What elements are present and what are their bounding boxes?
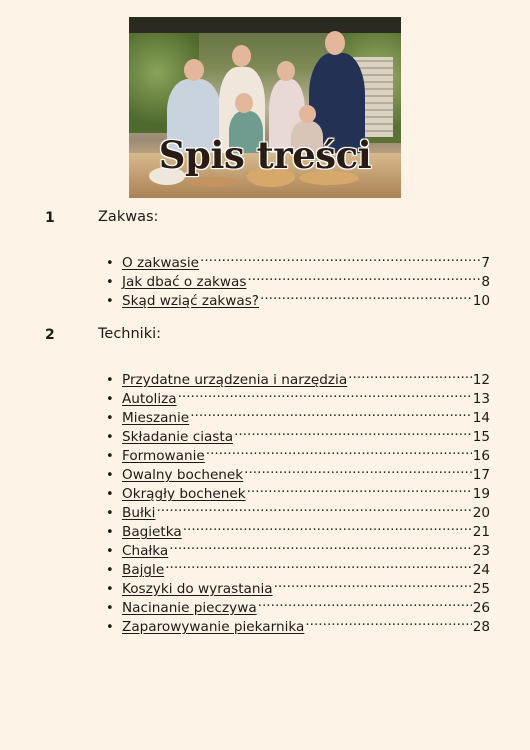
toc-page-number: 16 bbox=[472, 448, 490, 464]
photo-face bbox=[235, 93, 253, 113]
toc-leader bbox=[190, 403, 472, 422]
toc-leader bbox=[183, 517, 472, 536]
toc-item-link[interactable]: • Bagietka bbox=[122, 524, 182, 540]
toc-item-link[interactable]: • Nacinanie pieczywa bbox=[122, 600, 257, 616]
toc-page-number: 21 bbox=[472, 524, 490, 540]
photo-face bbox=[232, 45, 251, 67]
toc-item-link[interactable]: • Bułki bbox=[122, 505, 156, 521]
toc-page-number: 15 bbox=[472, 429, 490, 445]
toc-leader bbox=[260, 286, 472, 305]
toc-leader bbox=[274, 574, 472, 593]
toc-item[interactable] bbox=[106, 517, 490, 540]
toc-page-number: 19 bbox=[472, 486, 490, 502]
photo-face bbox=[184, 59, 204, 81]
photo-bread bbox=[189, 177, 239, 187]
toc-leader bbox=[234, 422, 472, 441]
page-title: Spis treści bbox=[158, 133, 372, 177]
toc-page-number: 14 bbox=[472, 410, 490, 426]
toc-page-number: 26 bbox=[472, 600, 490, 616]
toc-list bbox=[106, 248, 490, 309]
photo-face bbox=[325, 31, 345, 55]
toc-leader bbox=[156, 498, 471, 517]
toc-item-link[interactable]: • Owalny bochenek bbox=[122, 467, 244, 483]
toc-page-number: 17 bbox=[472, 467, 490, 483]
toc-item-link[interactable]: • Bajgle bbox=[122, 562, 165, 578]
toc-item[interactable] bbox=[106, 498, 490, 521]
toc-leader bbox=[244, 460, 472, 479]
toc-item[interactable] bbox=[106, 365, 490, 388]
toc-page-number: 8 bbox=[481, 274, 490, 290]
toc-item-link[interactable]: • Formowanie bbox=[122, 448, 205, 464]
toc-item-link[interactable]: • Koszyki do wyrastania bbox=[122, 581, 273, 597]
toc-page-number: 24 bbox=[472, 562, 490, 578]
toc-item-link[interactable]: • Zaparowywanie piekarnika bbox=[122, 619, 305, 635]
toc-leader bbox=[348, 365, 472, 384]
toc-leader bbox=[305, 612, 471, 631]
toc-leader bbox=[258, 593, 472, 612]
toc-item-link[interactable]: • O zakwasie bbox=[122, 255, 200, 271]
photo-arbor bbox=[129, 17, 401, 33]
toc-item-link[interactable]: • Przydatne urządzenia i narzędzia bbox=[122, 372, 348, 388]
header-photo bbox=[129, 17, 401, 198]
photo-face bbox=[277, 61, 295, 81]
toc-leader bbox=[206, 441, 472, 460]
toc-item-link[interactable]: • Składanie ciasta bbox=[122, 429, 234, 445]
toc-page-number: 25 bbox=[472, 581, 490, 597]
photo-face bbox=[299, 105, 316, 123]
toc-item-link[interactable]: • Chałka bbox=[122, 543, 169, 559]
toc-item-link[interactable]: • Okrągły bochenek bbox=[122, 486, 246, 502]
section-title: Zakwas: bbox=[98, 209, 159, 225]
section-title: Techniki: bbox=[98, 326, 162, 342]
toc-leader bbox=[247, 267, 480, 286]
toc-item[interactable] bbox=[106, 248, 490, 271]
section-number: 1 bbox=[45, 210, 55, 226]
toc-item-link[interactable]: • Autoliza bbox=[122, 391, 177, 407]
toc-page-number: 23 bbox=[472, 543, 490, 559]
toc-leader bbox=[178, 384, 472, 403]
toc-page-number: 13 bbox=[472, 391, 490, 407]
toc-leader bbox=[247, 479, 472, 498]
toc-page-number: 7 bbox=[481, 255, 490, 271]
toc-leader bbox=[165, 555, 471, 574]
toc-item-link[interactable]: • Skąd wziąć zakwas? bbox=[122, 293, 260, 309]
toc-leader bbox=[169, 536, 471, 555]
section-number: 2 bbox=[45, 327, 55, 343]
toc-leader bbox=[200, 248, 480, 267]
toc-item-link[interactable]: • Mieszanie bbox=[122, 410, 190, 426]
toc-page-number: 10 bbox=[472, 293, 490, 309]
toc-page-number: 20 bbox=[472, 505, 490, 521]
toc-page-number: 28 bbox=[472, 619, 490, 635]
toc-item-link[interactable]: • Jak dbać o zakwas bbox=[122, 274, 247, 290]
toc-page-number: 12 bbox=[472, 372, 490, 388]
toc-list bbox=[106, 365, 490, 635]
